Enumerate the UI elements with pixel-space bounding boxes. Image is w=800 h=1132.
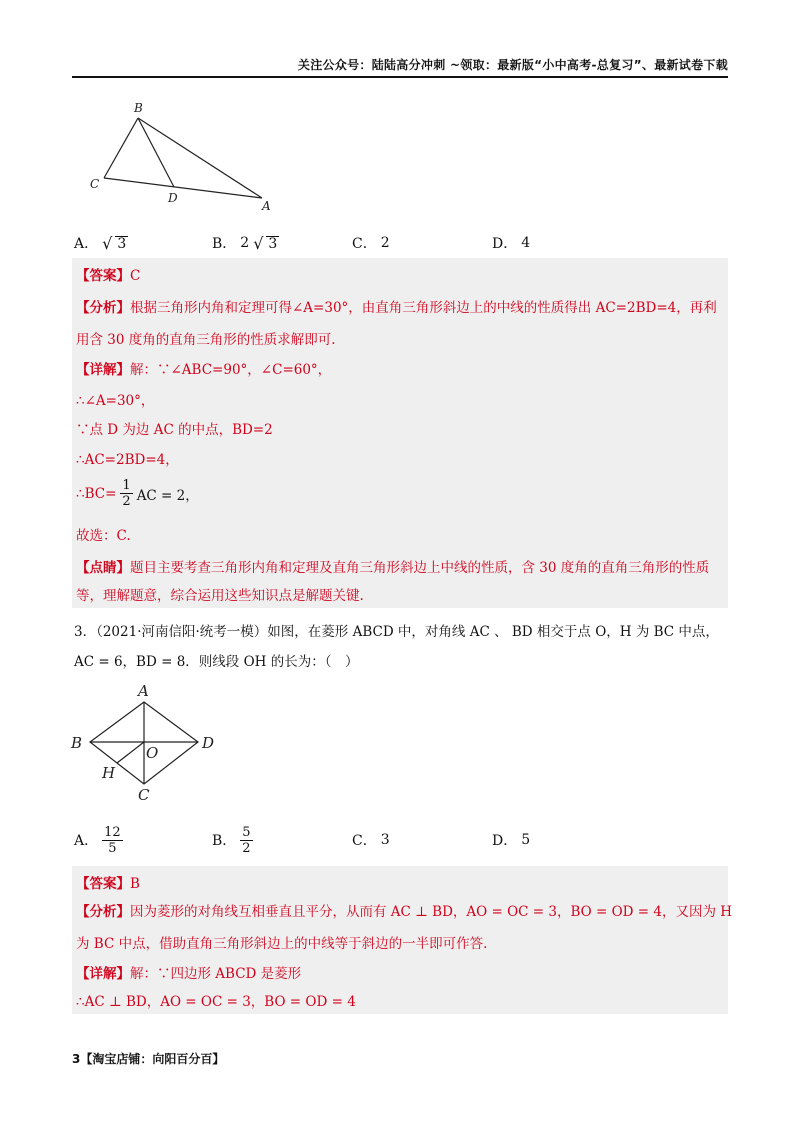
q3-question-line2: AC = 6，BD = 8．则线段 OH 的长为：（ ）	[74, 654, 359, 670]
label-d: D	[202, 734, 215, 752]
q3-option-b[interactable]: B． $\frac{5}{2}$	[212, 824, 251, 856]
q3-analysis: 【分析】因为菱形的对角线互相垂直且平分，从而有 AC ⊥ BD，AO = OC = 3，BO = OD = 4，又因为 H	[76, 904, 733, 920]
q2-detail-3: ∵点 D 为边 AC 的中点，BD=2	[76, 422, 273, 438]
label-c: C	[90, 177, 100, 191]
q2-detail-2: ∴∠A=30°，	[76, 393, 155, 409]
q2-option-c[interactable]: C． 2	[352, 235, 390, 252]
label-c: C	[138, 786, 150, 804]
q2-options	[74, 228, 728, 258]
q3-solution-box	[72, 866, 733, 1014]
q3-question-line1: 3．（2021·河南信阳·统考一模）如图，在菱形 ABCD 中，对角线 AC 、 BD 相交于点 O，H 为 BC 中点，	[74, 624, 719, 640]
label-h: H	[102, 764, 116, 782]
q2-comment: 【点睛】题目主要考查三角形内角和定理及直角三角形斜边上中线的性质，含 30 度角的直角三角形的性质	[76, 560, 710, 576]
q2-analysis: 【分析】根据三角形内角和定理可得∠A=30°，由直角三角形斜边上的中线的性质得出 AC=2BD=4，再利	[76, 300, 717, 316]
q2-detail-4: ∴AC=2BD=4，	[76, 452, 179, 468]
label-o: O	[146, 744, 159, 762]
q3-detail-2: ∴AC ⊥ BD，AO = OC = 3，BO = OD = 4	[76, 994, 356, 1010]
q3-analysis-cont: 为 BC 中点，借助直角三角形斜边上的中线等于斜边的一半即可作答.	[76, 936, 488, 952]
q3-option-d[interactable]: D． 5	[492, 832, 531, 849]
q2-detail-6: 故选：C.	[76, 528, 131, 544]
q3-option-c[interactable]: C． 3	[352, 832, 390, 849]
label-a: A	[262, 199, 271, 213]
q3-option-a[interactable]: A． $\frac{12}{5}$	[74, 824, 121, 856]
rhombus-figure	[68, 680, 238, 808]
q3-detail: 【详解】解：∵四边形 ABCD 是菱形	[76, 966, 302, 982]
q2-solution-box	[72, 258, 728, 608]
q3-options	[74, 822, 728, 858]
triangle-figure	[84, 98, 284, 214]
label-d: D	[168, 191, 178, 205]
page-footer: 3【淘宝店铺：向阳百分百】	[72, 1052, 225, 1066]
q2-analysis-cont: 用含 30 度角的直角三角形的性质求解即可.	[76, 332, 336, 348]
q2-detail-5: ∴BC= $\frac{1}{2}$ AC = 2，	[76, 478, 199, 509]
q2-option-a[interactable]: A． √ 3	[74, 233, 127, 253]
page-header: 关注公众号：陆陆高分冲刺 ~领取：最新版“小中高考-总复习”、最新试卷下载	[72, 56, 728, 78]
q3-answer: 【答案】B	[76, 876, 140, 892]
q2-option-d[interactable]: D． 4	[492, 235, 531, 252]
label-a: A	[138, 682, 149, 700]
q2-detail: 【详解】解：∵∠ABC=90°，∠C=60°，	[76, 362, 332, 378]
label-b: B	[71, 734, 83, 752]
q2-option-b[interactable]: B． 2 √ 3	[212, 233, 278, 253]
q2-answer: 【答案】C	[76, 268, 141, 284]
q2-comment-cont: 等，理解题意，综合运用这些知识点是解题关键.	[76, 588, 364, 604]
label-b: B	[134, 101, 143, 115]
